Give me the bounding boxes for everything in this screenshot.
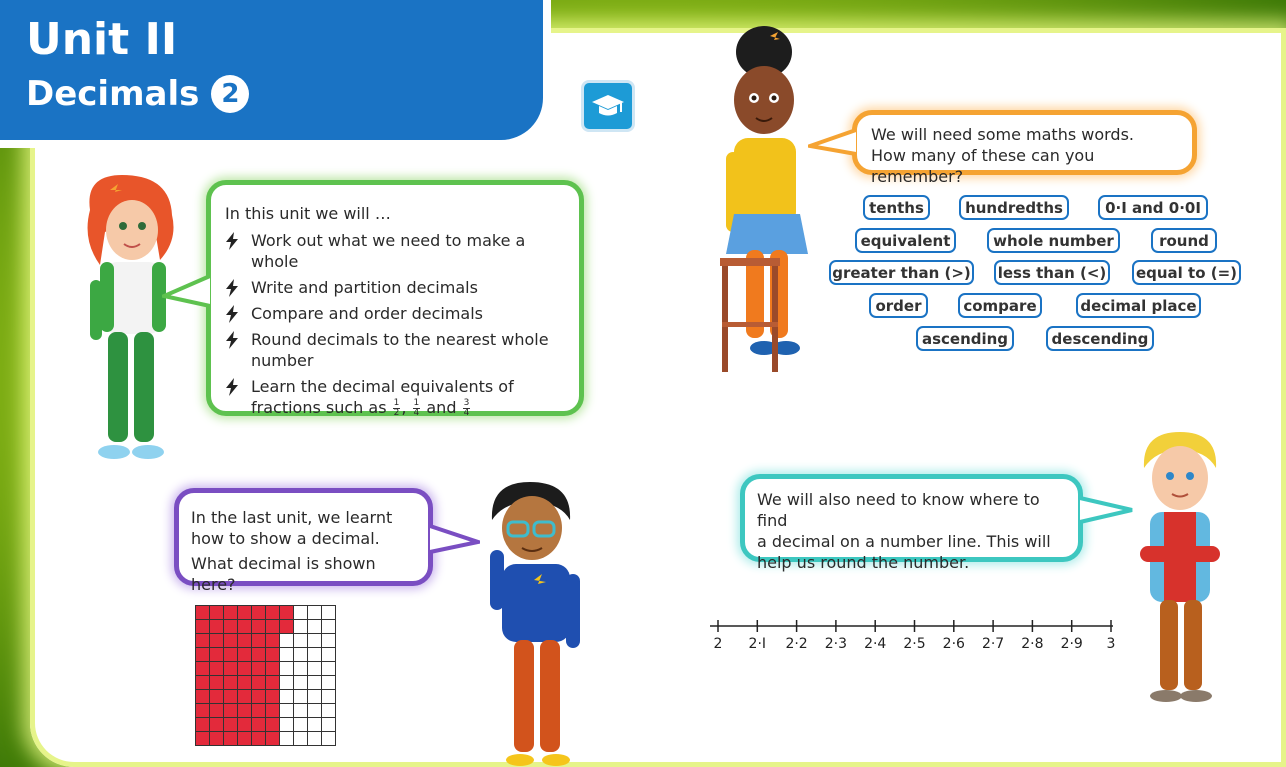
grid-cell — [294, 676, 308, 690]
word-chip: less than (<) — [994, 260, 1110, 285]
girl-on-stool-character — [712, 22, 822, 377]
word-chip: compare — [958, 293, 1042, 318]
unit-subtitle — [26, 74, 249, 114]
unit-aims-intro: In this unit we will … — [225, 204, 391, 223]
grid-cell — [224, 634, 238, 648]
grid-cell — [252, 662, 266, 676]
number-line-label: 2 — [713, 636, 723, 652]
word-chip: greater than (>) — [829, 260, 974, 285]
grid-cell — [308, 704, 322, 718]
grid-cell — [280, 620, 294, 634]
lesson-button[interactable] — [581, 80, 635, 132]
last-unit-line1: In the last unit, we learnt — [191, 508, 393, 527]
grid-cell — [196, 648, 210, 662]
grid-cell — [210, 606, 224, 620]
fraction-quarter: $\frac{1}{4}$ — [413, 398, 420, 418]
last-unit-bubble — [174, 488, 433, 594]
grid-cell — [266, 606, 280, 620]
number-line-label: 2·6 — [942, 636, 965, 652]
grid-cell — [210, 648, 224, 662]
word-chip: order — [869, 293, 928, 318]
grid-cell — [224, 648, 238, 662]
number-line-label: 2·2 — [785, 636, 808, 652]
list-item — [225, 376, 565, 418]
last-unit-line2: how to show a decimal. — [191, 529, 380, 548]
list-item — [225, 303, 565, 324]
grid-cell — [266, 634, 280, 648]
grid-cell — [210, 662, 224, 676]
aim-text: Compare and order decimals — [251, 304, 484, 323]
grid-cell — [322, 606, 336, 620]
fraction-separator: , — [401, 398, 407, 417]
number-line-label: 2·4 — [864, 636, 887, 652]
grid-cell — [252, 718, 266, 732]
grid-cell — [196, 620, 210, 634]
grid-cell — [322, 648, 336, 662]
grid-cell — [196, 606, 210, 620]
grid-cell — [224, 662, 238, 676]
grid-cell — [238, 718, 252, 732]
grid-cell — [266, 676, 280, 690]
grid-cell — [224, 732, 238, 746]
grid-cell — [266, 620, 280, 634]
grid-cell — [322, 718, 336, 732]
grid-cell — [196, 732, 210, 746]
and-word: and — [426, 398, 457, 417]
graduation-cap-icon — [590, 91, 626, 121]
grid-cell — [238, 662, 252, 676]
number-line-label: 2·I — [748, 636, 767, 652]
grid-cell — [210, 634, 224, 648]
grid-cell — [252, 620, 266, 634]
grid-cell — [238, 690, 252, 704]
lightning-bolt-icon — [225, 331, 239, 349]
grid-cell — [252, 676, 266, 690]
unit-title: Unit II — [26, 14, 178, 65]
lightning-bolt-icon — [225, 378, 239, 396]
number-line-line3: help us round the number. — [757, 553, 970, 572]
grid-cell — [224, 676, 238, 690]
number-line-label: 2·3 — [824, 636, 848, 652]
grid-cell — [196, 718, 210, 732]
grid-cell — [294, 690, 308, 704]
fraction-half: $\frac{1}{2}$ — [393, 398, 400, 418]
number-line-label: 2·9 — [1060, 636, 1083, 652]
grid-cell — [266, 648, 280, 662]
aim-text: Round decimals to the nearest whole number — [251, 330, 549, 370]
grid-cell — [252, 704, 266, 718]
number-line-label: 3 — [1106, 636, 1116, 652]
bubble-tail-orange — [808, 128, 858, 158]
grid-cell — [308, 676, 322, 690]
grid-cell — [308, 732, 322, 746]
word-chip: equivalent — [855, 228, 956, 253]
grid-cell — [308, 690, 322, 704]
grid-cell — [266, 662, 280, 676]
grid-cell — [196, 634, 210, 648]
number-line-bubble — [740, 474, 1083, 572]
grid-cell — [238, 620, 252, 634]
aim-text: Work out what we need to make a whole — [251, 231, 526, 271]
grid-cell — [322, 732, 336, 746]
fraction-three-quarters: $\frac{3}{4}$ — [463, 398, 470, 418]
grid-cell — [294, 648, 308, 662]
grid-cell — [322, 662, 336, 676]
word-chip: equal to (=) — [1132, 260, 1241, 285]
grid-cell — [280, 690, 294, 704]
grid-cell — [308, 718, 322, 732]
word-chip: whole number — [987, 228, 1120, 253]
grid-cell — [238, 648, 252, 662]
grid-cell — [210, 620, 224, 634]
bubble-tail-teal — [1078, 496, 1134, 528]
number-line-line2: a decimal on a number line. This will — [757, 532, 1051, 551]
unit-subtitle-text: Decimals — [26, 74, 200, 114]
grid-cell — [210, 676, 224, 690]
grid-cell — [224, 690, 238, 704]
grid-cell — [252, 648, 266, 662]
grid-cell — [252, 732, 266, 746]
grid-cell — [252, 690, 266, 704]
grid-cell — [280, 676, 294, 690]
grid-cell — [266, 732, 280, 746]
number-line-label: 2·8 — [1021, 636, 1044, 652]
aim-text: Learn the decimal equivalents of fractions such as — [251, 377, 514, 417]
grid-cell — [280, 662, 294, 676]
grid-cell — [210, 718, 224, 732]
word-chip: tenths — [863, 195, 930, 220]
boy-with-glasses-character — [480, 480, 590, 767]
grid-cell — [196, 690, 210, 704]
unit-aims-bubble — [206, 180, 584, 416]
grid-cell — [280, 648, 294, 662]
grid-cell — [266, 718, 280, 732]
grid-cell — [308, 620, 322, 634]
grid-cell — [224, 718, 238, 732]
word-chip: descending — [1046, 326, 1154, 351]
grid-cell — [308, 662, 322, 676]
grid-cell — [224, 620, 238, 634]
bubble-tail-purple — [428, 524, 480, 558]
grid-cell — [196, 662, 210, 676]
grid-cell — [224, 704, 238, 718]
lightning-bolt-icon — [225, 232, 239, 250]
maths-words-line2: How many of these can you remember? — [871, 146, 1095, 186]
grid-cell — [294, 620, 308, 634]
number-line — [708, 612, 1128, 652]
grid-cell — [280, 732, 294, 746]
grid-cell — [238, 732, 252, 746]
word-chip: round — [1151, 228, 1217, 253]
grid-cell — [210, 732, 224, 746]
unit-number-badge: 2 — [211, 75, 249, 113]
lightning-bolt-icon — [225, 279, 239, 297]
grid-cell — [196, 676, 210, 690]
grid-cell — [210, 690, 224, 704]
grid-cell — [224, 606, 238, 620]
grid-cell — [294, 732, 308, 746]
unit-aims-list — [225, 230, 565, 418]
bubble-tail-green — [162, 272, 212, 312]
list-item — [225, 230, 565, 272]
number-line-label: 2·7 — [981, 636, 1005, 652]
grid-cell — [280, 606, 294, 620]
list-item — [225, 277, 565, 298]
grid-cell — [322, 634, 336, 648]
grid-cell — [196, 704, 210, 718]
grid-cell — [266, 704, 280, 718]
grid-cell — [322, 676, 336, 690]
grid-cell — [294, 662, 308, 676]
unit-banner — [0, 0, 543, 140]
grid-cell — [238, 704, 252, 718]
blond-boy-character — [1132, 428, 1227, 718]
grid-cell — [266, 690, 280, 704]
hundred-grid — [195, 605, 336, 746]
grid-cell — [308, 606, 322, 620]
number-line-line1: We will also need to know where to find — [757, 490, 1040, 530]
word-chip: hundredths — [959, 195, 1069, 220]
grid-cell — [238, 606, 252, 620]
word-chip: decimal place — [1076, 293, 1201, 318]
grid-cell — [294, 634, 308, 648]
lightning-bolt-icon — [225, 305, 239, 323]
grid-cell — [210, 704, 224, 718]
grid-cell — [322, 690, 336, 704]
grid-cell — [238, 634, 252, 648]
girl-red-hair-character — [60, 170, 190, 470]
grid-cell — [308, 634, 322, 648]
grid-cell — [294, 704, 308, 718]
grid-cell — [322, 704, 336, 718]
grid-cell — [252, 606, 266, 620]
grid-cell — [294, 606, 308, 620]
grid-cell — [294, 718, 308, 732]
last-unit-question: What decimal is shown here? — [191, 554, 376, 594]
grid-cell — [238, 676, 252, 690]
grid-cell — [280, 634, 294, 648]
grid-cell — [322, 620, 336, 634]
maths-words-line1: We will need some maths words. — [871, 125, 1135, 144]
grid-cell — [308, 648, 322, 662]
word-chip: 0·I and 0·0I — [1098, 195, 1208, 220]
maths-words-bubble — [852, 110, 1197, 186]
grid-cell — [280, 704, 294, 718]
aim-text: Write and partition decimals — [251, 278, 478, 297]
word-chip: ascending — [916, 326, 1014, 351]
grid-cell — [252, 634, 266, 648]
number-line-label: 2·5 — [903, 636, 926, 652]
list-item — [225, 329, 565, 371]
grid-cell — [280, 718, 294, 732]
